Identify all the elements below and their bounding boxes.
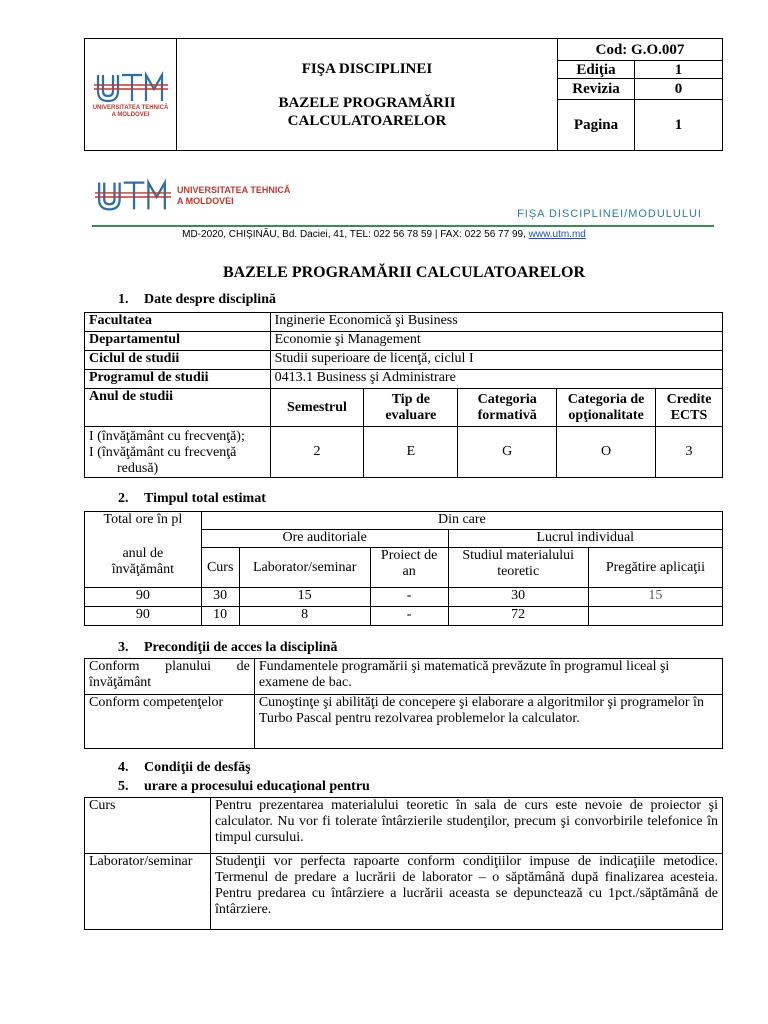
- cell: O: [557, 427, 656, 478]
- cell: 15: [239, 588, 370, 607]
- cell: 8: [239, 607, 370, 626]
- col-header: Proiect de an: [370, 548, 448, 588]
- table-row: [85, 351, 723, 370]
- col-header: Semestrul: [270, 389, 364, 427]
- col-header: Categoria formativă: [458, 389, 557, 427]
- row-label: Ciclul de studii: [85, 351, 271, 370]
- table-row: [85, 798, 723, 854]
- header-title-cell: [177, 39, 558, 151]
- banner-logo-text1: UNIVERSITATEA TEHNICĂ: [177, 185, 291, 195]
- row-value: Inginerie Economică şi Business: [270, 313, 722, 332]
- ore-auditoriale-header: Ore auditoriale: [201, 530, 448, 548]
- header-page-value: 1: [635, 99, 723, 150]
- table-row: [85, 427, 723, 478]
- section4-heading: [118, 760, 251, 776]
- col-header: Categoria de opţionalitate: [557, 389, 656, 427]
- table-row: [85, 607, 723, 626]
- din-care-header: Din care: [201, 512, 722, 530]
- cell: 90: [85, 588, 202, 607]
- row-value: Fundamentele programării şi matematică prevăzute în programul liceal şi examene de bac.: [254, 659, 722, 695]
- section2-table: [84, 511, 723, 626]
- year-label: Anul de studii: [85, 389, 271, 427]
- utm-banner-logo-icon: [95, 176, 171, 216]
- cell: 2: [270, 427, 364, 478]
- section1-heading: [118, 292, 276, 308]
- banner-divider: [92, 225, 714, 227]
- table-row: [85, 332, 723, 351]
- row-value: Studii superioare de licenţă, ciclul I: [270, 351, 722, 370]
- col-header: Laborator/seminar: [239, 548, 370, 588]
- cell: 15: [588, 588, 722, 607]
- section2-title: Timpul total estimat: [144, 491, 266, 506]
- header-logo-cell: [85, 39, 177, 151]
- banner-logo: [95, 176, 290, 216]
- cell: 10: [201, 607, 239, 626]
- lucrul-individual-header: Lucrul individual: [448, 530, 722, 548]
- section3-number: 3.: [118, 640, 129, 655]
- header-revision-value: 0: [635, 79, 723, 99]
- col-total: [85, 512, 202, 588]
- section4-title: Condiţii de desfăş: [144, 760, 251, 775]
- year-value: [85, 427, 271, 478]
- row-label: Conform planului de învăţământ: [85, 659, 255, 695]
- website-link[interactable]: www.utm.md: [528, 229, 586, 240]
- section5-heading: [118, 779, 370, 795]
- table-row: [85, 389, 723, 427]
- header-logo-text1: UNIVERSITATEA TEHNICĂ: [92, 104, 169, 111]
- banner-doc-type: FIȘA DISCIPLINEI/MODULULUI: [517, 208, 702, 220]
- header-page-label: Pagina: [558, 99, 635, 150]
- table-row: [85, 313, 723, 332]
- table-row: [85, 854, 723, 930]
- col-total-line2: anul de: [122, 546, 164, 561]
- document-header: [84, 38, 723, 151]
- section1-title: Date despre disciplină: [144, 292, 276, 307]
- row-label: Curs: [85, 798, 211, 854]
- section2-number: 2.: [118, 491, 129, 506]
- table-row: [85, 659, 723, 695]
- header-edition-label: Ediţia: [558, 61, 635, 79]
- year-value-line1: I (învăţământ cu frecvenţă);: [89, 429, 245, 444]
- cell: [588, 607, 722, 626]
- cell: 90: [85, 607, 202, 626]
- cell: G: [458, 427, 557, 478]
- header-revision-label: Revizia: [558, 79, 635, 99]
- table-row: [85, 370, 723, 389]
- col-header: Studiul materialului teoretic: [448, 548, 588, 588]
- row-label: Laborator/seminar: [85, 854, 211, 930]
- row-value: Economie şi Management: [270, 332, 722, 351]
- banner-logo-text2: A MOLDOVEI: [177, 196, 234, 206]
- cell: 30: [201, 588, 239, 607]
- header-edition-value: 1: [635, 61, 723, 79]
- cell: -: [370, 588, 448, 607]
- section3-heading: [118, 640, 337, 656]
- section5-number: 5.: [118, 779, 129, 794]
- address-line: [0, 229, 768, 240]
- header-title-line1: FIŞA DISCIPLINEI: [301, 60, 433, 77]
- col-header: Curs: [201, 548, 239, 588]
- section2-heading: [118, 491, 266, 507]
- section3-title: Precondiţii de acces la disciplină: [144, 640, 338, 655]
- section1-number: 1.: [118, 292, 129, 307]
- address-text: MD-2020, CHIȘINĂU, Bd. Daciei, 41, TEL: 022 56 78 59 | FAX: 022 56 77 99,: [182, 229, 529, 240]
- section5-table: [84, 797, 723, 930]
- cell: -: [370, 607, 448, 626]
- row-value: 0413.1 Business şi Administrare: [270, 370, 722, 389]
- row-label: Facultatea: [85, 313, 271, 332]
- cell: 30: [448, 588, 588, 607]
- col-total-line3: învăţământ: [111, 562, 174, 577]
- header-title-line2: BAZELE PROGRAMĂRII: [278, 94, 456, 111]
- header-logo-text2: A MOLDOVEI: [111, 111, 150, 118]
- table-row: [85, 695, 723, 749]
- section3-table: [84, 658, 723, 749]
- year-value-line3: redusă): [117, 461, 159, 476]
- row-label: Departamentul: [85, 332, 271, 351]
- row-value: Pentru prezentarea materialului teoretic în sala de curs este nevoie de proiector şi calculator. Nu vor fi tolerate întârzierile studenţilor, precum şi convorbirile telefonice în timpul cursului.: [210, 798, 722, 854]
- row-value: Studenţii vor perfecta rapoarte conform condiţiilor impuse de indicaţiile metodice. Termenul de predare a lucrării de laborator – o săptămână după finalizarea acesteia. Pentru predarea cu întârziere a lucrării aceasta se depunctează cu 1pct./săptămână de întârziere.: [210, 854, 722, 930]
- col-header: Credite ECTS: [656, 389, 723, 427]
- header-code: Cod: G.O.007: [558, 39, 723, 61]
- cell: E: [364, 427, 458, 478]
- year-value-line2: I (învăţământ cu frecvenţă: [89, 445, 237, 460]
- row-label: Conform competenţelor: [85, 695, 255, 749]
- row-value: Cunoştinţe şi abilităţi de concepere şi elaborare a algoritmilor şi programelor în Turbo Pascal pentru rezolvarea problemelor la calculator.: [254, 695, 722, 749]
- utm-logo-icon: [94, 71, 168, 105]
- cell: 3: [656, 427, 723, 478]
- col-total-line1: Total ore în pl: [103, 512, 183, 527]
- section4-number: 4.: [118, 760, 129, 775]
- header-title-line3: CALCULATOARELOR: [287, 112, 447, 129]
- section1-table: [84, 312, 723, 478]
- section5-title: urare a procesului educaţional pentru: [144, 779, 370, 794]
- table-row: [85, 512, 723, 530]
- table-row: [85, 588, 723, 607]
- cell: 72: [448, 607, 588, 626]
- col-header: Pregătire aplicaţii: [588, 548, 722, 588]
- col-header: Tip de evaluare: [364, 389, 458, 427]
- row-label: Programul de studii: [85, 370, 271, 389]
- page-title: BAZELE PROGRAMĂRII CALCULATOARELOR: [222, 264, 586, 281]
